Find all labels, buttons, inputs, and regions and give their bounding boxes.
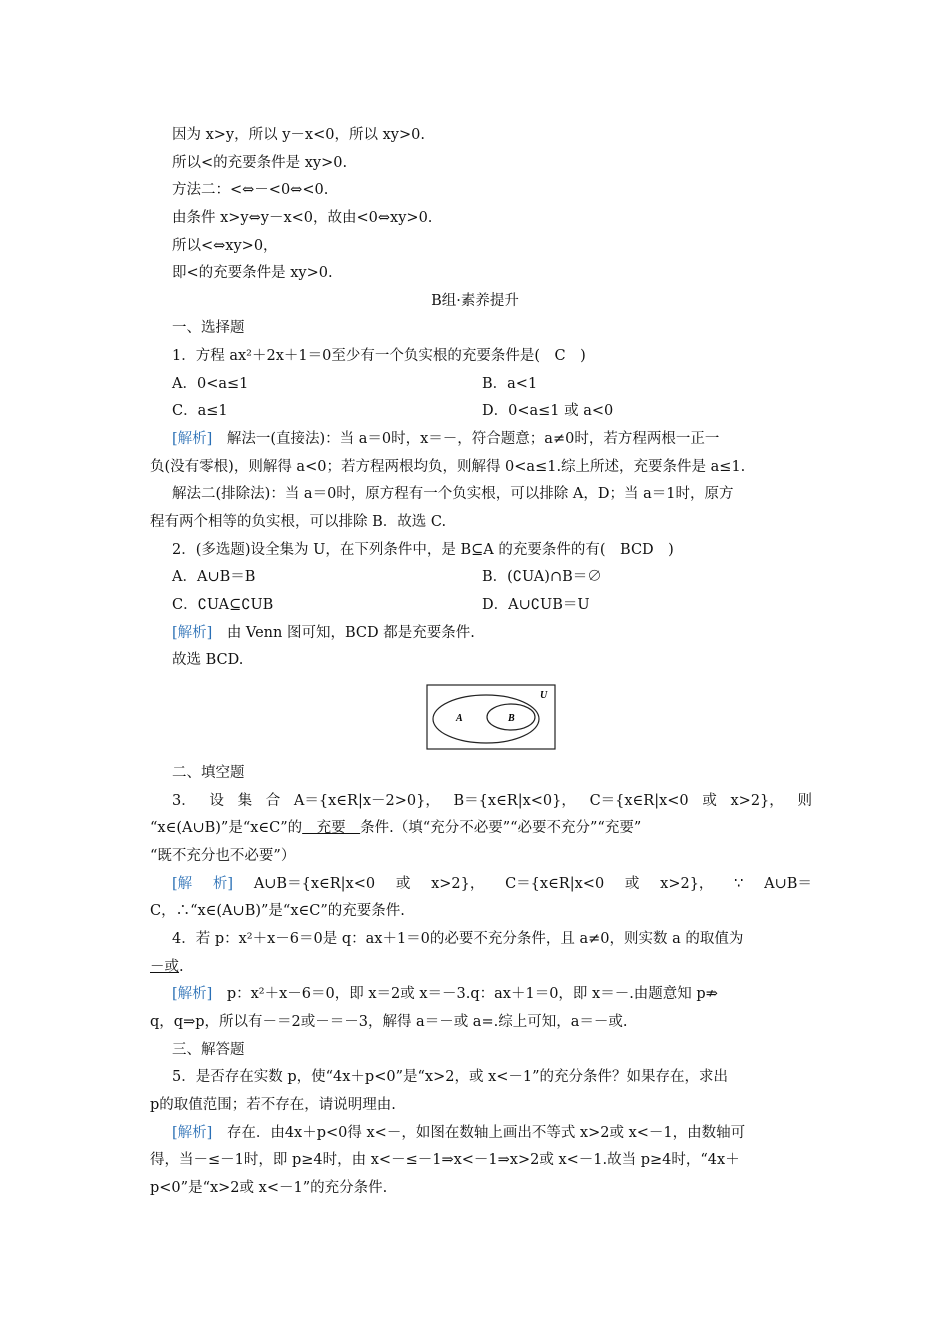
answer-blank: －或	[150, 959, 179, 975]
label-u: U	[540, 690, 548, 701]
question-line: p的取值范围；若不存在，请说明理由.	[150, 1097, 396, 1113]
word: 3．	[172, 793, 196, 809]
option-c: C．∁UA⊆∁UB	[172, 597, 274, 613]
option-d: D．A∪∁UB＝U	[482, 597, 590, 613]
word: 合	[265, 793, 281, 809]
explanation-line: p<0”是“x>2或 x<－1”的充分条件.	[150, 1180, 388, 1196]
analysis-tag: 析]	[212, 876, 234, 892]
label-b: B	[508, 713, 515, 724]
word: x>2}，	[431, 876, 485, 892]
period: .	[179, 959, 184, 975]
analysis-tag: [解析]	[172, 431, 213, 447]
question-text: 条件.（填“充分不必要”“必要不充分”“充要”	[360, 820, 642, 836]
question-text: “x∈(A∪B)”是“x∈C”的	[150, 820, 303, 836]
explanation-line	[172, 429, 719, 449]
word: x>2}，	[660, 876, 714, 892]
text-line: 即<的充要条件是 xy>0.	[172, 265, 333, 281]
explanation-text: 由 Venn 图可知，BCD 都是充要条件.	[212, 625, 475, 641]
explanation-text: p：x²＋x－6＝0，即 x＝2或 x＝－3.q：ax＋1＝0，即 x＝－.由题意知 p⇏	[212, 986, 718, 1002]
question-stem: 2．(多选题)设全集为 U，在下列条件中，是 B⊆A 的充要条件的有( BCD )	[172, 542, 674, 558]
analysis-tag: [解析]	[172, 625, 213, 641]
word: 或	[624, 876, 640, 892]
word: B＝{x∈R|x<0}，	[453, 793, 576, 809]
word: x>2}，	[730, 793, 784, 809]
section-heading: 三、解答题	[172, 1042, 245, 1058]
explanation-line: 程有两个相等的负实根，可以排除 B．故选 C.	[150, 514, 447, 530]
option-a: A．A∪B＝B	[172, 569, 256, 585]
analysis-tag: [解	[172, 876, 193, 892]
question-line: “既不充分也不必要”）	[150, 848, 296, 864]
word: 集	[237, 793, 253, 809]
word: C＝{x∈R|x<0	[589, 793, 689, 809]
text-line: 由条件 x>y⇔y－x<0，故由<0⇔xy>0.	[172, 210, 433, 226]
label-a: A	[456, 713, 463, 724]
explanation-line	[172, 1123, 745, 1143]
answer-blank: 充要	[302, 820, 361, 836]
explanation-text: 存在．由4x＋p<0得 x<－，如图在数轴上画出不等式 x>2或 x<－1，由数轴可	[212, 1125, 746, 1141]
option-a: A．0<a≤1	[172, 376, 249, 392]
text-line: 因为 x>y，所以 y－x<0，所以 xy>0.	[172, 127, 425, 143]
explanation-line	[172, 874, 812, 894]
text-line: 方法二：<⇔－<0⇔<0.	[172, 182, 329, 198]
section-heading: 一、选择题	[172, 320, 245, 336]
question-line	[150, 957, 184, 977]
word: ∵	[734, 876, 744, 892]
option-d: D．0<a≤1 或 a<0	[482, 403, 614, 419]
venn-diagram	[426, 684, 556, 750]
word: A∪B＝{x∈R|x<0	[253, 876, 376, 892]
word: C＝{x∈R|x<0	[505, 876, 605, 892]
word: 或	[395, 876, 411, 892]
explanation-text: 解法一(直接法)：当 a＝0时，x＝－，符合题意；a≠0时，若方程两根一正一	[212, 431, 720, 447]
question-stem: 5．是否存在实数 p，使“4x＋p<0”是“x>2，或 x<－1”的充分条件？如果存在，求出	[172, 1069, 729, 1085]
option-c: C．a≤1	[172, 403, 228, 419]
option-b: B．(∁UA)∩B＝∅	[482, 569, 602, 585]
word: 或	[702, 793, 717, 809]
analysis-tag: [解析]	[172, 986, 213, 1002]
question-stem: 4．若 p：x²＋x－6＝0是 q：ax＋1＝0的必要不充分条件，且 a≠0，则实数 a 的取值为	[172, 931, 744, 947]
explanation-line: 解法二(排除法)：当 a＝0时，原方程有一个负实根，可以排除 A，D；当 a＝1时，原方	[172, 486, 734, 502]
word: 则	[797, 793, 812, 809]
explanation-line: 得，当－≤－1时，即 p≥4时，由 x<－≤－1⇒x<－1⇒x>2或 x<－1.故当 p≥4时，“4x＋	[150, 1152, 740, 1168]
word: A＝{x∈R|x－2>0}，	[293, 793, 440, 809]
text-line: 所以<⇔xy>0，	[172, 238, 278, 254]
explanation-line	[172, 623, 475, 643]
question-line	[150, 818, 641, 838]
explanation-line	[172, 984, 718, 1004]
option-b: B．a<1	[482, 376, 538, 392]
explanation-line: C，∴“x∈(A∪B)”是“x∈C”的充要条件.	[150, 903, 405, 919]
word: A∪B＝	[764, 876, 812, 892]
text-line: 所以<的充要条件是 xy>0.	[172, 155, 348, 171]
question-stem	[172, 791, 812, 811]
explanation-line: 负(没有零根)，则解得 a<0；若方程两根均负，则解得 0<a≤1.综上所述，充要条件是 a≤1.	[150, 459, 746, 475]
word: 设	[209, 793, 224, 809]
explanation-line: 故选 BCD.	[172, 652, 244, 668]
group-title: B组·素养提升	[431, 293, 519, 309]
section-heading: 二、填空题	[172, 765, 245, 781]
analysis-tag: [解析]	[172, 1125, 213, 1141]
explanation-line: q，q⇒p，所以有－＝2或－＝－3，解得 a＝－或 a=.综上可知，a＝－或.	[150, 1014, 628, 1030]
question-stem: 1．方程 ax²＋2x＋1＝0至少有一个负实根的充要条件是( C )	[172, 348, 586, 364]
